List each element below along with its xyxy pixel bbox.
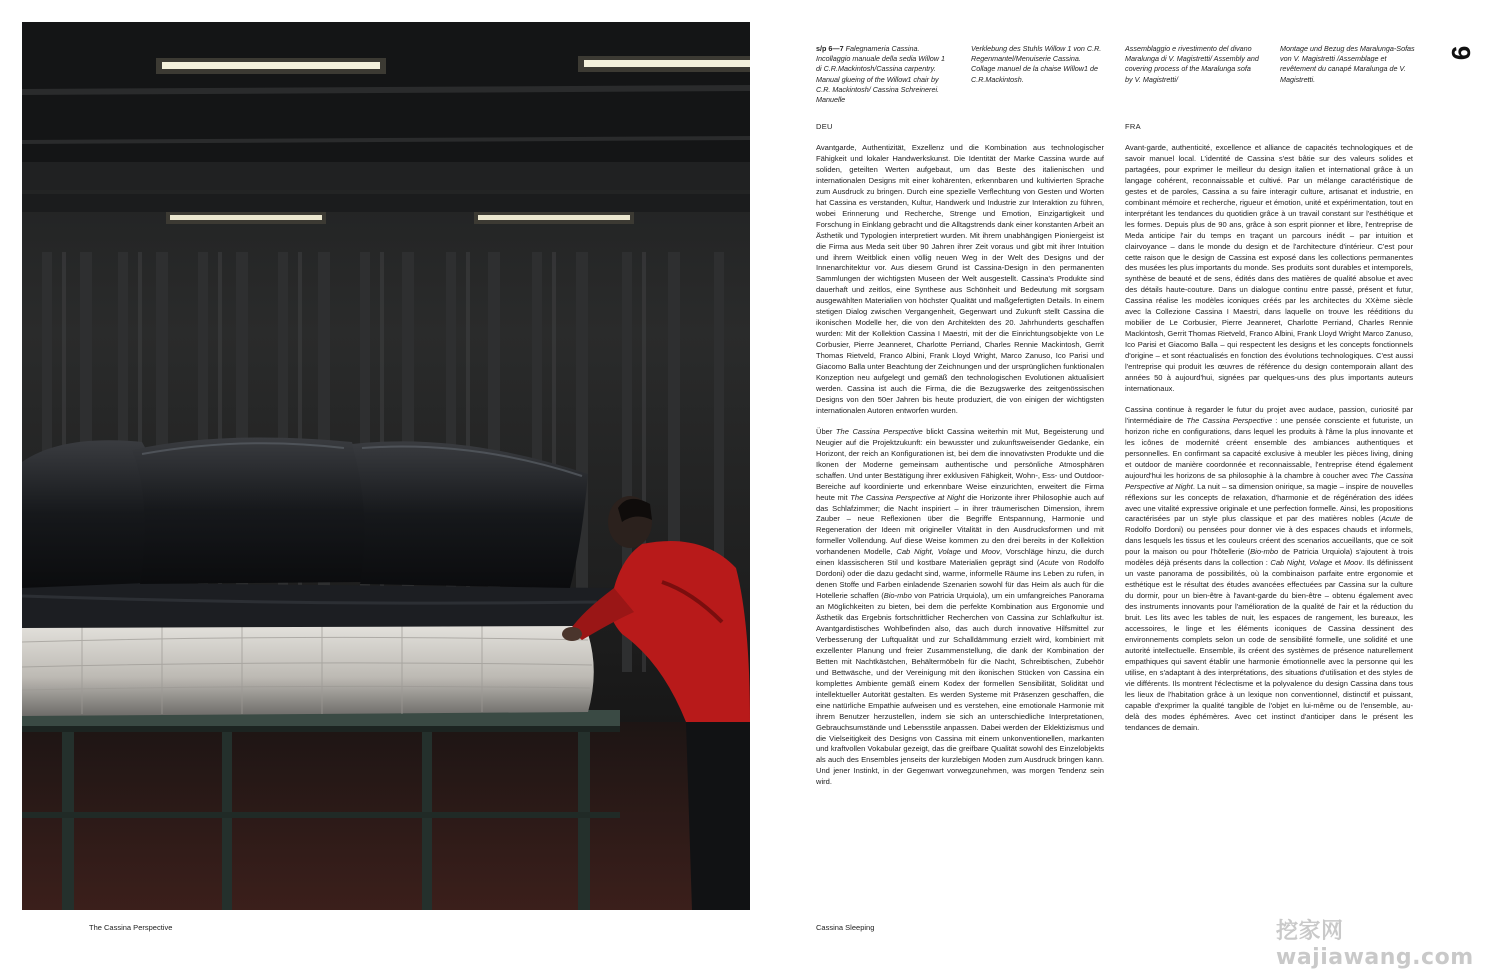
- caption-4: Montage und Bezug des Maralunga-Sofas von V. Magistretti /Assemblage et revêtement du canapé Maralunga de V. Magistretti.: [1280, 44, 1415, 84]
- footer-right: Cassina Sleeping: [816, 923, 875, 932]
- footer-left: The Cassina Perspective: [89, 923, 173, 932]
- german-text-column: [816, 143, 1104, 798]
- caption-2: Verklebung des Stuhls Willow 1 von C.R. Regenmantel/Menuiserie Cassina. Collage manuel de la chaise Willow1 de C.R.Mackintosh.: [971, 44, 1102, 84]
- watermark: 挖家网 wajiawang.com: [1276, 919, 1474, 970]
- german-paragraph-1: Avantgarde, Authentizität, Exzellenz und die Kombination aus technologischer Fähigkeit und lokaler Handwerkskunst. Die Identität der Marke Cassina wurde auf soliden, geteilten Werten aufgebaut, um das Beste des italienischen und internationalen Designs mit einer kohärenten, erkennbaren und kultivierten Sprache zum Ausdruck zu bringen. Durch eine spezielle Verflechtung von Gesten und Worten hat Cassina es verstanden, Kultur, Handwerk und Industrie zur Interaktion zu führen, wobei Erinnerung und Recherche, Strenge und Emotion, Einzigartigkeit und Forschung in Einklang gebracht und die Alltagstrends dank einer konstanten Arbeit an Ästhetik und Typologien interpretiert wurden. Mit ihrem unabhängigen Pioniergeist ist die Firma aus Meda seit über 90 Jahren ihrer Zeit voraus und gibt mit ihrer Intuition und ihrem Weitblick einen völlig neuen Weg in der Welt des Designs und der Innenarchitektur vor. Aus diesem Grund ist Cassina-Design in den permanenten Sammlungen der wichtigsten Museen der Welt ausgestellt. Cassina's Produkte sind dauerhaft und zeitlos, eine Synthese aus Schönheit und Bedeutung mit sorgsam ausgewählten Materialien von höchster Qualität und maßgefertigten Details. In einem stetigen Dialog zwischen Vergangenheit, Gegenwart und Zukunft stellt Cassina die ikonischen Modelle her, die von den Architekten des 20. Jahrhunderts geschaffen wurden: Mit der Kollektion Cassina I Maestri, mit der die Einrichtungsobjekte von Le Corbusier, Pierre Jeanneret, Charlotte Perriand, Charles Rennie Mackintosh, Gerrit Thomas Rietveld, Franco Albini, Frank Lloyd Wright, Marco Zanuso, Ico Parisi und Giacomo Balla unter Beachtung der Zeichnungen und der ursprünglichen funktionalen Konzeption neu aufgelegt und gemäß den technologischen Evolutionen aktualisiert werden. Cassina ist auch die Firma, die die Bezugswerke des zeitgenössischen Designs von den 50er Jahren bis heute produziert, die von einigen der wichtigsten internationalen Autoren entworfen wurden.: [816, 143, 1104, 415]
- caption-ref: s/p 6—7: [816, 44, 844, 53]
- caption-1: [816, 44, 951, 105]
- photo-captions: [816, 44, 1446, 104]
- lang-label-fra: FRA: [1125, 122, 1141, 131]
- workshop-photo: [22, 22, 750, 910]
- french-paragraph-1: Avant-garde, authenticité, excellence et alliance de capacités technologiques et de savoir manuel local. L'identité de Cassina s'est bâtie sur des valeurs solides et partagées, pour exprimer le meilleur du design italien et international grâce à un langage cohérent, reconnaissable et cultivé. Par un mélange caractéristique de gestes et de paroles, Cassina a su faire interagir culture, artisanat et industrie, en combinant mémoire et recherche, rigueur et émotion, unité et expérimentation, tout en interprétant les tendances du quotidien grâce à un travail constant sur l'esthétique et les formes. Depuis plus de 90 ans, grâce à son esprit pionner et libre, l'entreprise de Meda anticipe l'air du temps en traçant un parcours inédit – par intuition et clairvoyance – dans le monde du design et de l'architecture d'intérieur. C'est pour cette raison que le design de Cassina est exposé dans les collections permanentes des musées les plus importants du monde. Ses produits sont durables et intemporels, synthèse de beauté et de sens, édités dans des matières de qualité absolue et avec des détails haute-couture. Dans un dialogue continu entre passé, présent et futur, Cassina réalise les modèles iconiques créés par les architectes du XXème siècle avec la Collezione Cassina I Maestri, dans laquelle on trouve les rééditions du mobilier de Le Corbusier, Pierre Jeanneret, Charlotte Perriand, Charles Rennie Mackintosh, Gerrit Thomas Rietveld, Franco Albini, Frank Lloyd Wright Marco Zanuso, Ico Parisi et Giacomo Balla – qui respectent les designs et les concepts fonctionnels d'origine – et sont réactualisés en fonction des évolutions technologiques. C'est aussi l'entreprise qui produit les œuvres de référence du design contemporain allant des années 50 à aujourd'hui, signées par quelques-uns des plus importants auteurs internationaux.: [1125, 143, 1413, 393]
- lang-label-deu: DEU: [816, 122, 833, 131]
- french-paragraph-2: Cassina continue à regarder le futur du projet avec audace, passion, curiosité par l'intermédiaire de The Cassina Perspective : une pensée consciente et futuriste, un horizon riche en configurations, dans lequel les produits à l'âme la plus innovante et les icônes de modernité créent ensemble des ambiances authentiques et personnelles. En confirmant sa capacité exclusive à meubler les pièces living, dining et outdoor de manière coordonnée et reconnaissable, l'entreprise étend également aujourd'hui les horizons de sa philosophie à la chambre à coucher avec The Cassina Perspective at Night. La nuit – sa dimension onirique, sa magie – inspire de nouvelles réflexions sur les concepts de relaxation, d'harmonie et de régénération des idées avec une vitalité expressive originale et une perfection formelle. Ainsi, les propositions caractérisées par un style plus classique et par des matières nobles (Acute de Rodolfo Dordoni) ou pensées pour donner vie à des espaces chauds et informels, dans lesquels les tissus et les couleurs créent des scenarios accueillants, que ce soit pour la maison ou pour l'hôtellerie (Bio-mbo de Patricia Urquiola) s'ajoutent à trois modèles déjà présents dans la collection : Cab Night, Volage et Moov. Ils définissent un vaste panorama de possibilités, où la combinaison parfaite entre ergonomie et esthétique est le résultat des études avancées effectuées par Cassina sur la culture du dormir, pour un bien-être à l'avant-garde du bien-être – obtenu également avec des instruments innovants pour l'amélioration de la qualité de l'air et la réduction du bruit. Les lits avec les tables de nuit, les espaces de rangement, les bureaux, les accessoires, le linge et les éléments iconiques de Cassina dessinent des environnements complets selon un code de sensibilité formelle, une solidité et une autorité intellectuelle. Ensemble, ils créent des systèmes de présence naturellement empathiques qui savent établir une harmonie émotionnelle avec la personne qui les utilise, en s'adaptant à des interprétations, des situations d'utilisation et des styles de vie différents. Ils montrent l'éclectisme et la polyvalence du design Cassina dans tous les lieux de l'habitation grâce à un lexique non conventionnel, distinctif et puissant, capable d'exprimer la qualité tangible de l'objet en lui-même ou de l'ensemble, au-delà des modes éphémères. Avec cet instinct d'anticiper dans le présent les tendances de demain.: [1125, 404, 1413, 732]
- german-paragraph-2: Über The Cassina Perspective blickt Cassina weiterhin mit Mut, Begeisterung und Neugier auf die Projektzukunft: ein bewusster und zukunftsweisender Gedanke, ein Horizont, der reich an Konfigurationen ist, bei dem die innovativsten Produkte und die Ikonen der Moderne gemeinsam authentische und persönliche Atmosphären schaffen. Und unter Bestätigung ihrer exklusiven Fähigkeit, Wohn-, Ess- und Outdoor-Bereiche auf koordinierte und erkennbare Weise einzurichten, erweitert die Firma heute mit The Cassina Perspective at Night die Horizonte ihrer Philosophie auch auf das Schlafzimmer; die Nacht inspiriert – in ihrer träumerischen Dimension, ihrem Zauber – neue Reflexionen über die Begriffe Entspannung, Harmonie und Regeneration der Ideen mit origineller Vitalität in den Ausdrucksformen und mit formeller Vollendung. Auf diese Weise kommen zu den drei bereits in der Kollektion vorhandenen Modelle, Cab Night, Volage und Moov, Vorschläge hinzu, die durch einen klassischeren Stil und kostbare Materialien geprägt sind (Acute von Rodolfo Dordoni) oder die dazu gedacht sind, warme, informelle Räume ins Leben zu rufen, in denen Stoffe und Farben einladende Szenarien sowohl für das Heim als auch für die Hotellerie schaffen (Bio-mbo von Patricia Urquiola), um ein umfangreiches Panorama an Möglichkeiten zu bieten, bei dem die perfekte Kombination aus Ergonomie und Ästhetik das Ergebnis fortschrittlicher Recherchen von Cassina zur Schlafkultur ist. Avantgardistisches Wohlbefinden also, das auch durch innovative Hilfsmittel zur Verbesserung der Luftqualität und zur Schalldämmung erzielt wird, kombiniert mit exzellenter Planung und freier Zusammenstellung, die dank der Kombination der Betten mit Nachtkästchen, Behältermöbeln für die Nacht, Schreibtischen, Zubehör und Bettwäsche, und der Vereinigung mit den ikonischen Stücken von Cassina ein komplettes Ambiente gemäß einem Kodex der formellen Sensibilität, Solidität und intellektueller Autorität gestalten. Es werden Systeme mit Präsenzen geschaffen, die eine natürliche Empathie aufweisen und es verstehen, eine emotionale Harmonie mit ihrem Benutzer herzustellen, indem sie sich an unterschiedliche Interpretationen, Gebrauchsumstände und Lebensstile anpassen. Dabei werden der Eklektizismus und die Vielseitigkeit des Designs von Cassina mit einem unkonventionellen, markanten und kraftvollen Vokabular gezeigt, das die greifbare Qualität sowohl des Einzelobjekts als auch des Ensembles jenseits der kurzlebigen Moden zum Ausdruck bringen kann. Und jener Instinkt, in der Gegenwart vorwegzunehmen, was morgen Tendenz sein wird.: [816, 426, 1104, 787]
- french-text-column: [1125, 143, 1413, 744]
- caption-3: Assemblaggio e rivestimento del divano Maralunga di V. Magistretti/ Assembly and covering process of the Maralunga sofa by V. Magistretti/: [1125, 44, 1259, 84]
- page-number: 9: [1446, 45, 1476, 61]
- caption-1-text: Falegnameria Cassina. Incollaggio manuale della sedia Willow 1 di C.R.Mackintosh/Cassina carpentry. Manual glueing of the Willow1 chair by C.R. Mackintosh/ Cassina Schreinerei. Manuelle: [816, 44, 945, 105]
